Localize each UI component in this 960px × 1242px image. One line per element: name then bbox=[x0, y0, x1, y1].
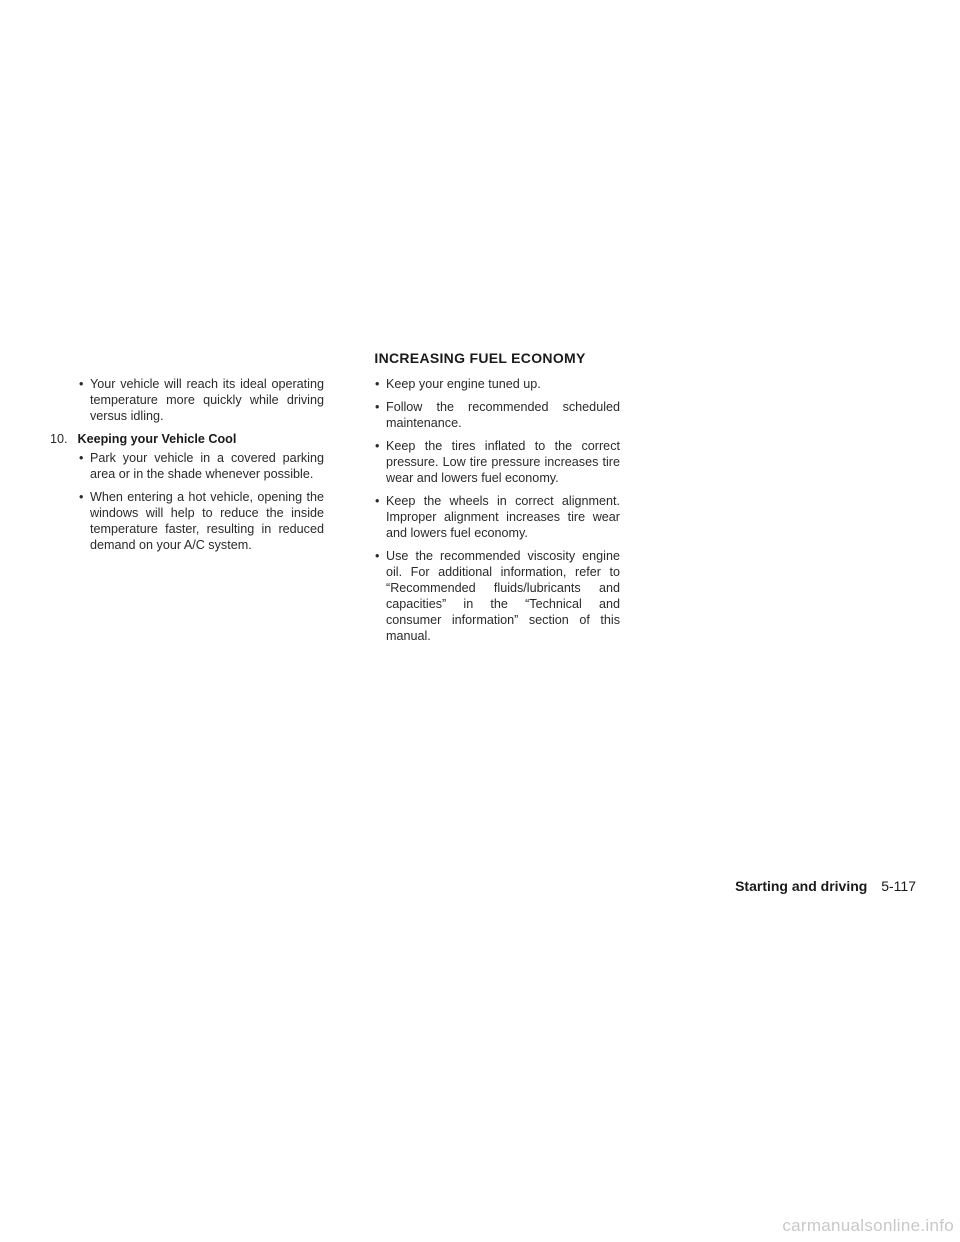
list-item-text: Park your vehicle in a covered parking area or in the shade whenever possible. bbox=[90, 451, 324, 481]
bullet-icon: • bbox=[375, 439, 380, 453]
list-item-text: Keep the tires inflated to the correct pressure. Low tire pressure increases tire wear and lowers fuel economy. bbox=[386, 439, 620, 485]
footer-section-name: Starting and driving bbox=[735, 878, 868, 894]
section-title: INCREASING FUEL ECONOMY bbox=[374, 350, 586, 366]
list-item bbox=[370, 438, 620, 486]
numbered-item bbox=[50, 431, 324, 447]
list-item bbox=[74, 489, 324, 553]
bullet-icon: • bbox=[79, 490, 84, 504]
item-title: Keeping your Vehicle Cool bbox=[77, 432, 237, 446]
page-number: 5-117 bbox=[881, 878, 916, 894]
left-column bbox=[50, 376, 324, 560]
list-item bbox=[74, 450, 324, 482]
bullet-icon: • bbox=[79, 377, 84, 391]
bullet-icon: • bbox=[375, 549, 380, 563]
sub-list bbox=[74, 450, 324, 553]
bullet-icon: • bbox=[375, 377, 380, 391]
list-item bbox=[370, 493, 620, 541]
list-item-text: Keep the wheels in correct alignment. Improper alignment increases tire wear and lowers fuel economy. bbox=[386, 494, 620, 540]
list-item bbox=[74, 376, 324, 424]
list-item-text: Keep your engine tuned up. bbox=[386, 377, 541, 391]
list-item-text: When entering a hot vehicle, opening the windows will help to reduce the inside temperature faster, resulting in reduced demand on your A/C system. bbox=[90, 490, 324, 552]
page-footer bbox=[735, 878, 916, 894]
bullet-icon: • bbox=[375, 400, 380, 414]
list-item bbox=[370, 399, 620, 431]
list-item bbox=[370, 548, 620, 644]
watermark: carmanualsonline.info bbox=[782, 1216, 954, 1235]
item-number: 10. bbox=[50, 432, 68, 446]
list-item-text: Follow the recommended scheduled maintenance. bbox=[386, 400, 620, 430]
right-column bbox=[370, 376, 620, 651]
list-item-text: Use the recommended viscosity engine oil. For additional information, refer to “Recommended fluids/lubricants and capacities” in the “Technical and consumer information” section of this manual. bbox=[386, 549, 620, 643]
list-item bbox=[370, 376, 620, 392]
bullet-icon: • bbox=[375, 494, 380, 508]
list-item-text: Your vehicle will reach its ideal operating temperature more quickly while driving versus idling. bbox=[90, 377, 324, 423]
bullet-icon: • bbox=[79, 451, 84, 465]
